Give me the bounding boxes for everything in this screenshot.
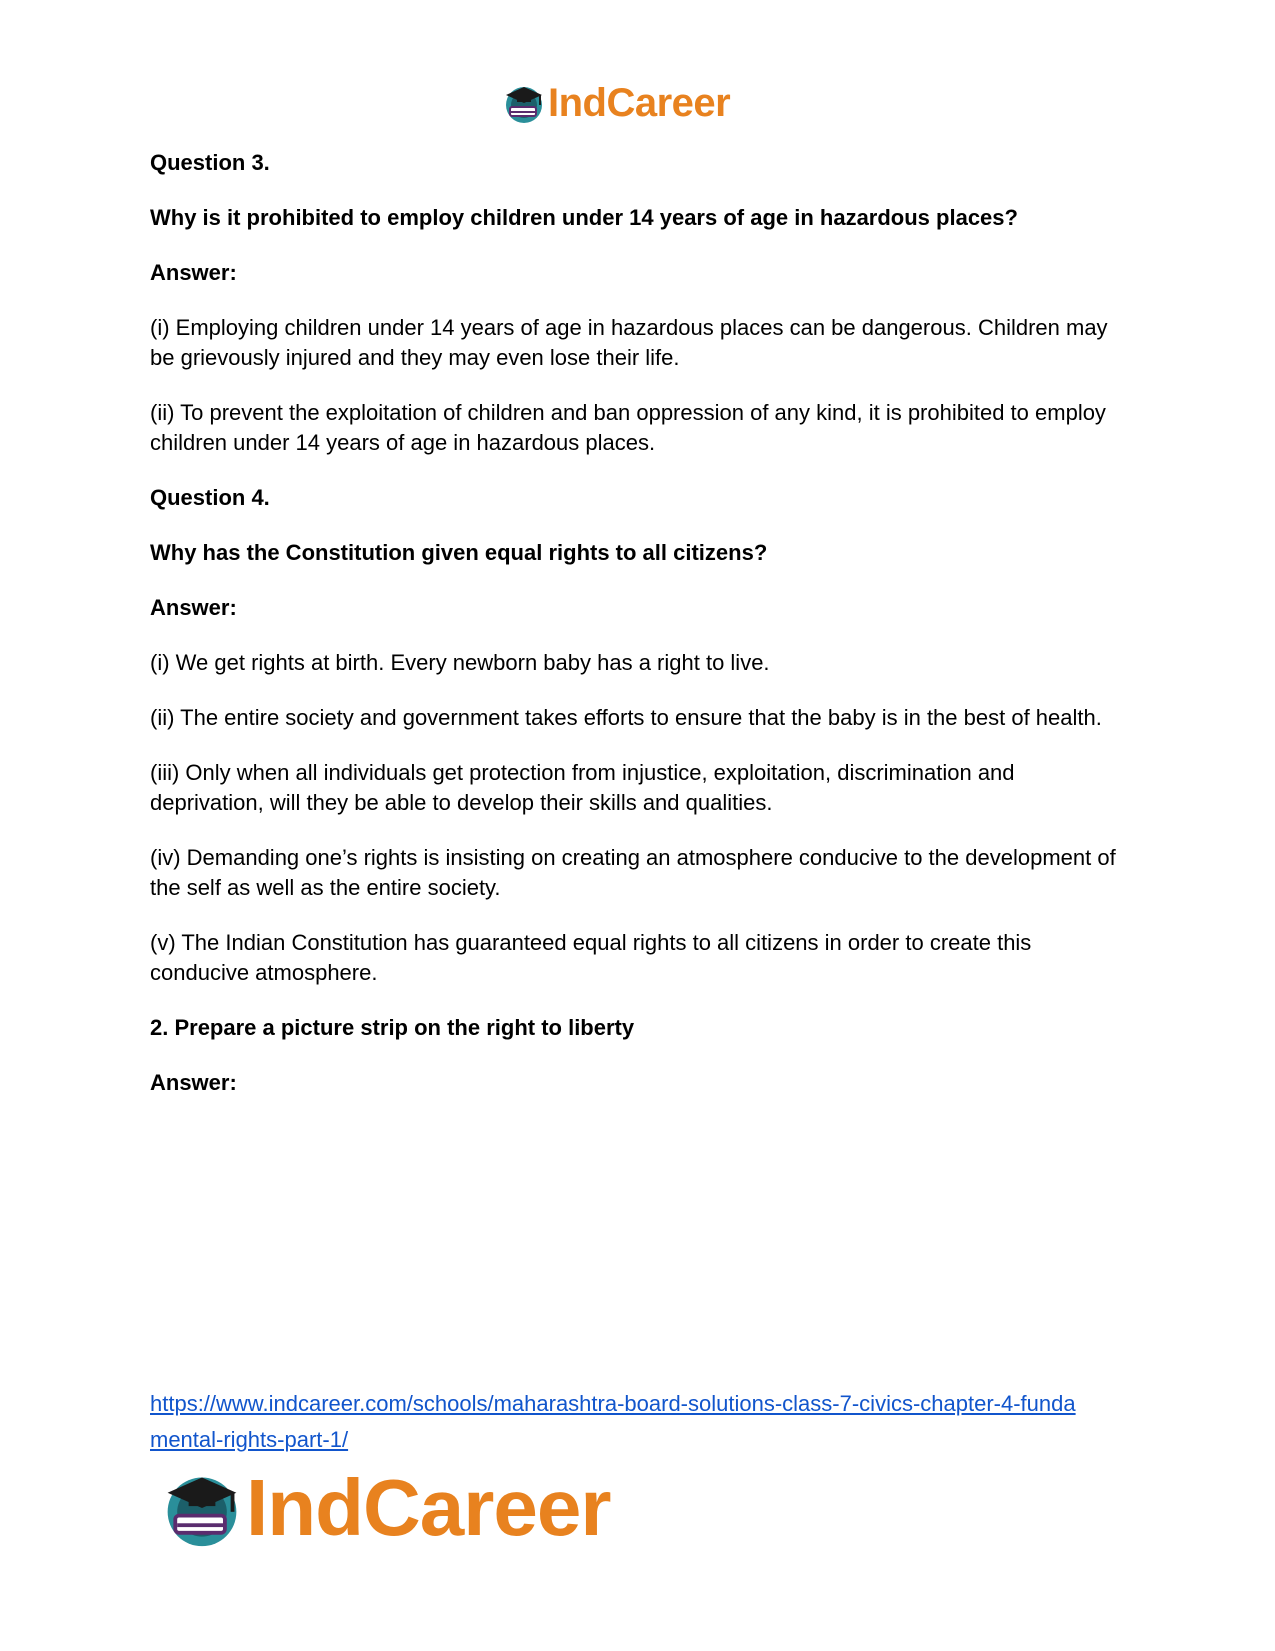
document-body — [150, 148, 1125, 1098]
question-5-text: 2. Prepare a picture strip on the right to liberty — [150, 1015, 635, 1040]
header-logo — [502, 76, 730, 130]
source-link-line-2[interactable]: mental-rights-part-1/ — [150, 1427, 349, 1452]
question-4-answer-label: Answer: — [150, 595, 237, 620]
question-3-label: Question 3. — [150, 150, 270, 175]
answer-point: (v) The Indian Constitution has guaranteed equal rights to all citizens in order to create this conducive atmosphere. — [150, 930, 1032, 985]
answer-point: (ii) The entire society and government takes efforts to ensure that the baby is in the best of health. — [150, 705, 1102, 730]
answer-point: (ii) To prevent the exploitation of children and ban oppression of any kind, it is prohibited to employ children under 14 years of age in hazardous places. — [150, 400, 1106, 455]
question-3-answer-label: Answer: — [150, 260, 237, 285]
question-3-text: Why is it prohibited to employ children under 14 years of age in hazardous places? — [150, 205, 1018, 230]
answer-point: (i) We get rights at birth. Every newborn baby has a right to live. — [150, 650, 770, 675]
graduation-cap-globe-book-icon — [160, 1466, 244, 1550]
footer-logo — [160, 1462, 610, 1554]
answer-point: (iv) Demanding one’s rights is insisting on creating an atmosphere conducive to the development of the self as well as the entire society. — [150, 845, 1116, 900]
question-4-label: Question 4. — [150, 485, 270, 510]
question-5-answer-label: Answer: — [150, 1070, 237, 1095]
brand-name: IndCareer — [246, 1463, 611, 1552]
source-link-line-1[interactable]: https://www.indcareer.com/schools/maharashtra-board-solutions-class-7-civics-chapter-4-funda — [150, 1391, 1076, 1416]
source-link-block — [150, 1386, 1150, 1458]
brand-name: IndCareer — [548, 80, 731, 125]
answer-point: (iii) Only when all individuals get protection from injustice, exploitation, discrimination and deprivation, will they be able to develop their skills and qualities. — [150, 760, 1015, 815]
graduation-cap-globe-book-icon — [502, 81, 546, 125]
question-4-text: Why has the Constitution given equal rights to all citizens? — [150, 540, 768, 565]
answer-point: (i) Employing children under 14 years of age in hazardous places can be dangerous. Children may be grievously injured and they may even lose their life. — [150, 315, 1108, 370]
